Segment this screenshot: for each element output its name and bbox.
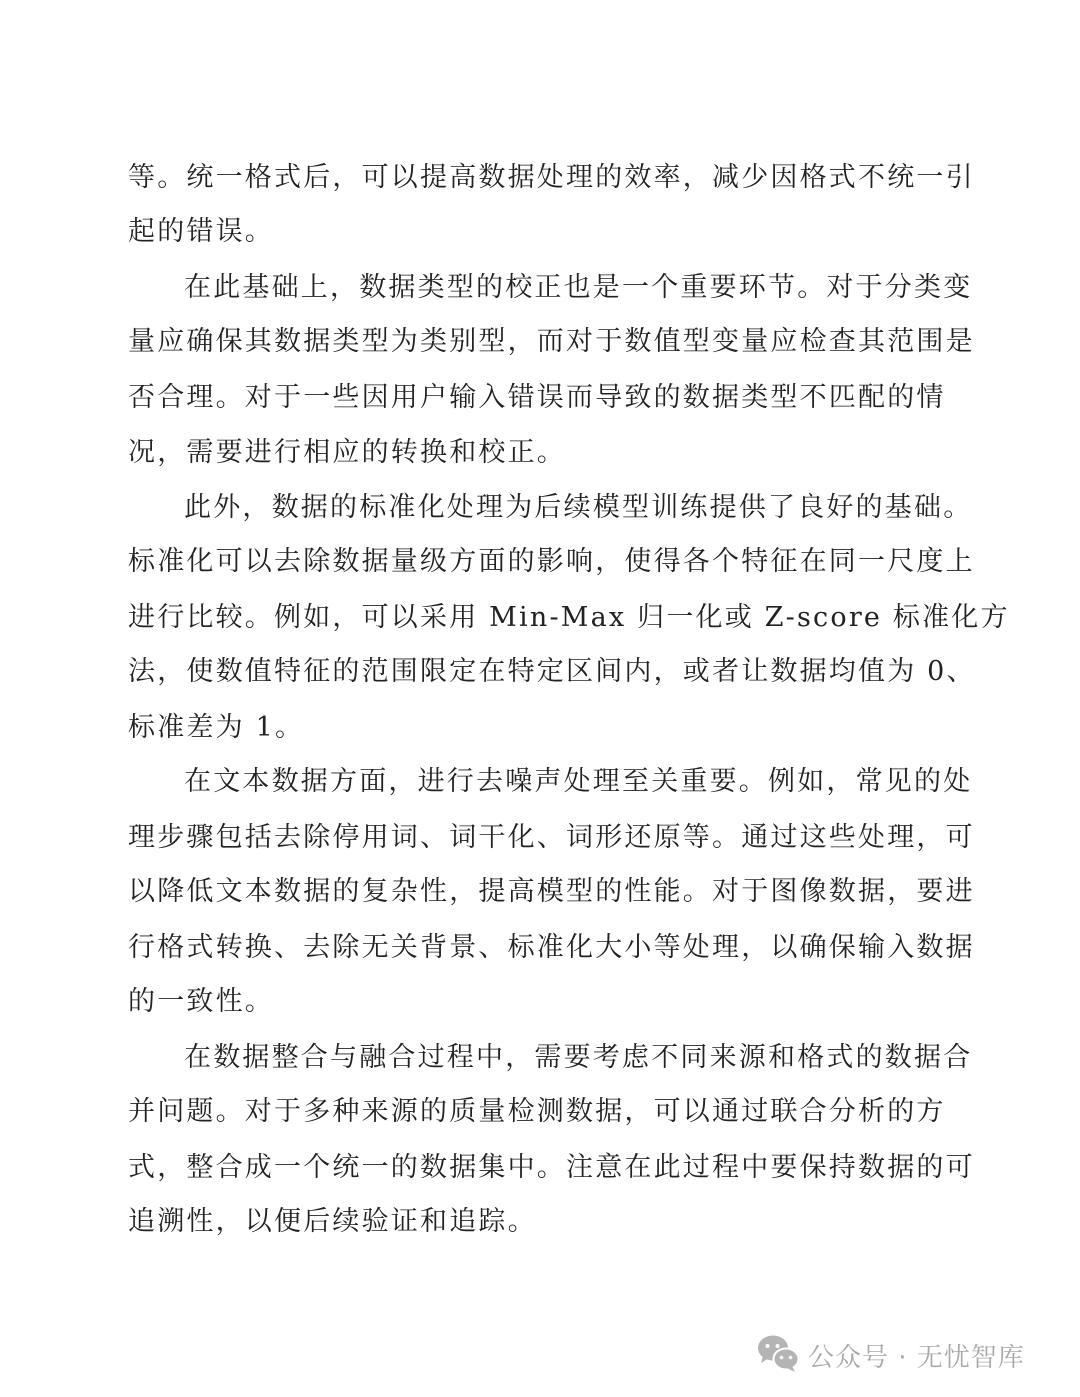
- paragraph-start-line: 在此基础上，数据类型的校正也是一个重要环节。对于分类变: [184, 272, 973, 303]
- text-line: 并问题。对于多种来源的质量检测数据，可以通过联合分析的方: [128, 1096, 946, 1127]
- wechat-icon: [756, 1333, 800, 1377]
- text-line: 追溯性，以便后续验证和追踪。: [128, 1206, 537, 1237]
- text-line: 标准化可以去除数据量级方面的影响，使得各个特征在同一尺度上: [128, 546, 975, 577]
- text-line: 进行比较。例如，可以采用 Min-Max 归一化或 Z-score 标准化方: [128, 602, 1010, 633]
- text-line: 法，使数值特征的范围限定在特定区间内，或者让数据均值为 0、: [128, 656, 976, 687]
- paragraph-start-line: 此外，数据的标准化处理为后续模型训练提供了良好的基础。: [184, 492, 973, 523]
- text-line: 况，需要进行相应的转换和校正。: [128, 437, 566, 468]
- paragraph-start-line: 在文本数据方面，进行去噪声处理至关重要。例如，常见的处: [184, 766, 973, 797]
- watermark-text: 公众号 · 无忧智库: [808, 1342, 1025, 1373]
- text-line: 等。统一格式后，可以提高数据处理的效率，减少因格式不统一引: [128, 162, 975, 193]
- text-line: 理步骤包括去除停用词、词干化、词形还原等。通过这些处理，可: [128, 822, 975, 853]
- text-line: 的一致性。: [128, 986, 274, 1017]
- text-line: 否合理。对于一些因用户输入错误而导致的数据类型不匹配的情: [128, 382, 946, 413]
- watermark: [756, 1333, 1025, 1377]
- text-line: 标准差为 1。: [128, 712, 305, 743]
- text-line: 行格式转换、去除无关背景、标准化大小等处理，以确保输入数据: [128, 932, 975, 963]
- paragraph-start-line: 在数据整合与融合过程中，需要考虑不同来源和格式的数据合: [184, 1042, 973, 1073]
- text-line: 式，整合成一个统一的数据集中。注意在此过程中要保持数据的可: [128, 1152, 975, 1183]
- text-line: 量应确保其数据类型为类别型，而对于数值型变量应检查其范围是: [128, 326, 975, 357]
- text-line: 起的错误。: [128, 216, 274, 247]
- text-line: 以降低文本数据的复杂性，提高模型的性能。对于图像数据，要进: [128, 876, 975, 907]
